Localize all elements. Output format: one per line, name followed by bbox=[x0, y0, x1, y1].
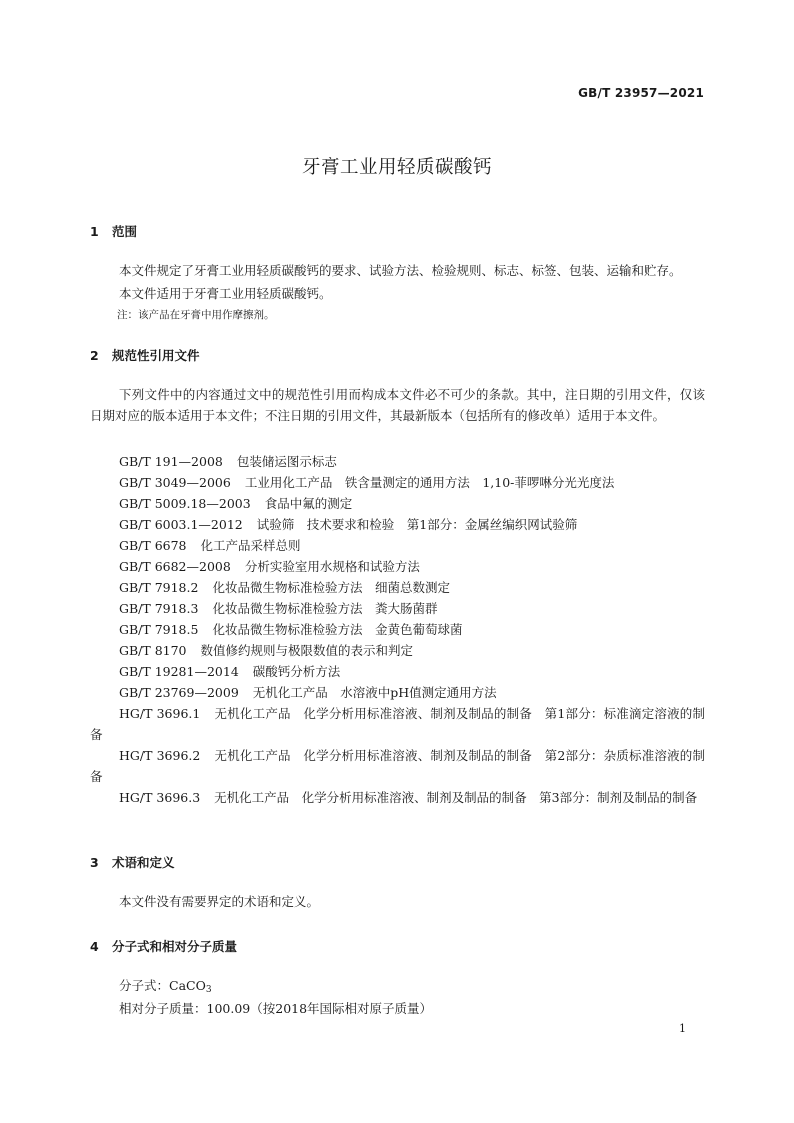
reference-item bbox=[90, 514, 705, 535]
reference-code: GB/T 7918.5 bbox=[119, 622, 199, 637]
formula-main: CaCO bbox=[169, 978, 206, 993]
scope-paragraph-1: 本文件规定了牙膏工业用轻质碳酸钙的要求、试验方法、检验规则、标志、标签、包装、运输和贮存。 bbox=[119, 263, 682, 278]
reference-title: 化妆品微生物标准检验方法 金黄色葡萄球菌 bbox=[212, 622, 463, 637]
reference-title: 无机化工产品 化学分析用标准溶液、制剂及制品的制备 第2部分：杂质标准溶液的制备 bbox=[90, 748, 705, 784]
terms-paragraph: 本文件没有需要界定的术语和定义。 bbox=[119, 894, 320, 909]
reference-title: 分析实验室用水规格和试验方法 bbox=[244, 559, 420, 574]
relative-molecular-mass: 相对分子质量：100.09（按2018年国际相对原子质量） bbox=[119, 1001, 433, 1016]
section-3-heading bbox=[90, 853, 175, 871]
section-title: 术语和定义 bbox=[112, 855, 175, 870]
reference-code: HG/T 3696.3 bbox=[119, 790, 201, 805]
reference-item bbox=[90, 682, 705, 703]
section-title: 规范性引用文件 bbox=[112, 348, 200, 363]
reference-code: GB/T 6682—2008 bbox=[119, 559, 231, 574]
reference-title: 数值修约规则与极限数值的表示和判定 bbox=[200, 643, 414, 658]
reference-code: GB/T 7918.3 bbox=[119, 601, 199, 616]
reference-title: 包装储运图示标志 bbox=[236, 454, 337, 469]
reference-code: GB/T 5009.18—2003 bbox=[119, 496, 251, 511]
reference-code: GB/T 191—2008 bbox=[119, 454, 223, 469]
reference-code: GB/T 7918.2 bbox=[119, 580, 199, 595]
reference-code: HG/T 3696.1 bbox=[119, 706, 201, 721]
reference-title: 无机化工产品 水溶液中pH值测定通用方法 bbox=[252, 685, 497, 700]
reference-item bbox=[90, 661, 705, 682]
scope-paragraph-2: 本文件适用于牙膏工业用轻质碳酸钙。 bbox=[119, 286, 332, 301]
reference-code: GB/T 8170 bbox=[119, 643, 187, 658]
reference-list bbox=[90, 451, 705, 808]
reference-title: 食品中氟的测定 bbox=[264, 496, 353, 511]
reference-item bbox=[90, 745, 705, 787]
reference-title: 化妆品微生物标准检验方法 粪大肠菌群 bbox=[212, 601, 438, 616]
section-2-heading bbox=[90, 346, 200, 364]
section-1-heading bbox=[90, 222, 137, 240]
section-title: 范围 bbox=[112, 224, 138, 239]
reference-title: 化工产品采样总则 bbox=[200, 538, 301, 553]
reference-title: 无机化工产品 化学分析用标准溶液、制剂及制品的制备 第3部分：制剂及制品的制备 bbox=[214, 790, 698, 805]
reference-code: GB/T 23769—2009 bbox=[119, 685, 239, 700]
page-number: 1 bbox=[679, 1022, 686, 1035]
reference-item bbox=[90, 472, 705, 493]
reference-item bbox=[90, 703, 705, 745]
section-number: 2 bbox=[90, 348, 99, 363]
section-number: 4 bbox=[90, 939, 99, 954]
reference-item bbox=[90, 640, 705, 661]
reference-title: 试验筛 技术要求和检验 第1部分：金属丝编织网试验筛 bbox=[256, 517, 578, 532]
reference-item bbox=[90, 787, 705, 808]
reference-item bbox=[90, 535, 705, 556]
scope-note: 注：该产品在牙膏中用作摩擦剂。 bbox=[117, 309, 275, 321]
reference-title: 无机化工产品 化学分析用标准溶液、制剂及制品的制备 第1部分：标准滴定溶液的制备 bbox=[90, 706, 705, 742]
reference-title: 工业用化工产品 铁含量测定的通用方法 1,10-菲啰啉分光光度法 bbox=[244, 475, 615, 490]
reference-item bbox=[90, 577, 705, 598]
reference-item bbox=[90, 598, 705, 619]
standard-code: GB/T 23957—2021 bbox=[578, 86, 704, 100]
reference-item bbox=[90, 493, 705, 514]
document-title: 牙膏工业用轻质碳酸钙 bbox=[301, 157, 492, 178]
formula-subscript: 3 bbox=[205, 985, 212, 995]
reference-code: GB/T 6678 bbox=[119, 538, 187, 553]
reference-item bbox=[90, 556, 705, 577]
formula-label: 分子式： bbox=[119, 978, 170, 993]
reference-item bbox=[90, 619, 705, 640]
section-number: 3 bbox=[90, 855, 99, 870]
reference-title: 化妆品微生物标准检验方法 细菌总数测定 bbox=[212, 580, 450, 595]
reference-code: GB/T 19281—2014 bbox=[119, 664, 239, 679]
reference-title: 碳酸钙分析方法 bbox=[252, 664, 341, 679]
reference-code: GB/T 6003.1—2012 bbox=[119, 517, 243, 532]
normative-intro: 下列文件中的内容通过文中的规范性引用而构成本文件必不可少的条款。其中，注日期的引用文件，仅该日期对应的版本适用于本文件；不注日期的引用文件，其最新版本（包括所有的修改单）适用于本文件。 bbox=[90, 387, 705, 423]
section-4-heading bbox=[90, 937, 237, 955]
reference-code: GB/T 3049—2006 bbox=[119, 475, 231, 490]
reference-item bbox=[90, 451, 705, 472]
section-title: 分子式和相对分子质量 bbox=[112, 939, 238, 954]
reference-code: HG/T 3696.2 bbox=[119, 748, 201, 763]
section-number: 1 bbox=[90, 224, 99, 239]
